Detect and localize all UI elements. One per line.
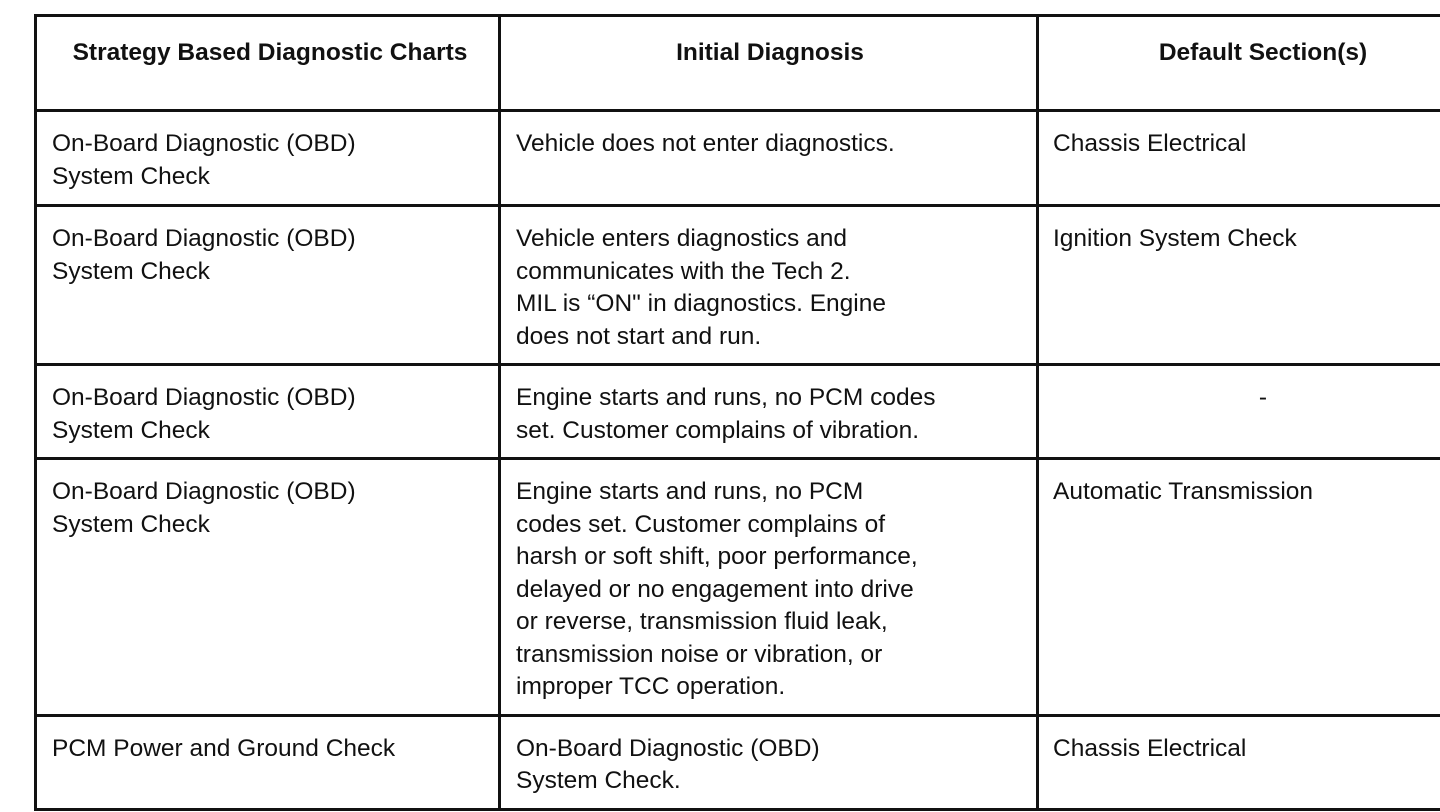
cell-diagnosis	[500, 206, 1038, 365]
header-initial-diagnosis	[500, 16, 1038, 111]
diagnostic-table	[34, 14, 1440, 811]
cell-text: Vehicle does not enter diagnostics.	[516, 130, 895, 157]
cell-text: Chassis Electrical	[1053, 130, 1247, 157]
table-row	[36, 365, 1440, 459]
cell-text: Vehicle enters diagnostics and communicates with the Tech 2. MIL is “ON" in diagnostics. Engine does not start and run.	[516, 225, 887, 350]
cell-text: On-Board Diagnostic (OBD) System Check	[52, 130, 356, 190]
header-strategy-charts	[36, 16, 500, 111]
cell-diagnosis	[500, 459, 1038, 716]
cell-text: Automatic Transmission	[1053, 478, 1314, 505]
cell-chart	[36, 206, 500, 365]
table-header	[36, 16, 1440, 111]
cell-section	[1038, 715, 1440, 809]
cell-text: Engine starts and runs, no PCM codes set. Customer complains of harsh or soft shift, poor performance, delayed or no engagement into drive or reverse, transmission fluid leak, transmission noise or vibration, or improper TCC operation.	[516, 478, 918, 700]
cell-diagnosis	[500, 715, 1038, 809]
table-row	[36, 715, 1440, 809]
header-label: Initial Diagnosis	[676, 39, 864, 66]
table-row	[36, 206, 1440, 365]
cell-text: Engine starts and runs, no PCM codes set. Customer complains of vibration.	[516, 384, 936, 444]
cell-text: On-Board Diagnostic (OBD) System Check.	[516, 734, 820, 794]
cell-text: On-Board Diagnostic (OBD) System Check	[52, 384, 356, 444]
cell-section	[1038, 365, 1440, 459]
cell-chart	[36, 459, 500, 716]
cell-section	[1038, 459, 1440, 716]
header-label: Default Section(s)	[1158, 39, 1368, 66]
table-row	[36, 111, 1440, 206]
cell-chart	[36, 111, 500, 206]
table-row	[36, 459, 1440, 716]
header-row	[36, 16, 1440, 111]
cell-diagnosis	[500, 111, 1038, 206]
cell-text: PCM Power and Ground Check	[52, 734, 396, 762]
cell-text: -	[1258, 384, 1268, 411]
cell-text: Ignition System Check	[1053, 225, 1297, 252]
header-label: Strategy Based Diagnostic Charts	[72, 39, 468, 66]
table-body	[36, 111, 1440, 810]
header-default-sections	[1038, 16, 1440, 111]
cell-diagnosis	[500, 365, 1038, 459]
cell-chart	[36, 715, 500, 809]
cell-chart	[36, 365, 500, 459]
cell-text: On-Board Diagnostic (OBD) System Check	[52, 478, 356, 538]
cell-text: On-Board Diagnostic (OBD) System Check	[52, 225, 356, 285]
cell-text: Chassis Electrical	[1053, 734, 1247, 762]
cell-section	[1038, 111, 1440, 206]
cell-section	[1038, 206, 1440, 365]
